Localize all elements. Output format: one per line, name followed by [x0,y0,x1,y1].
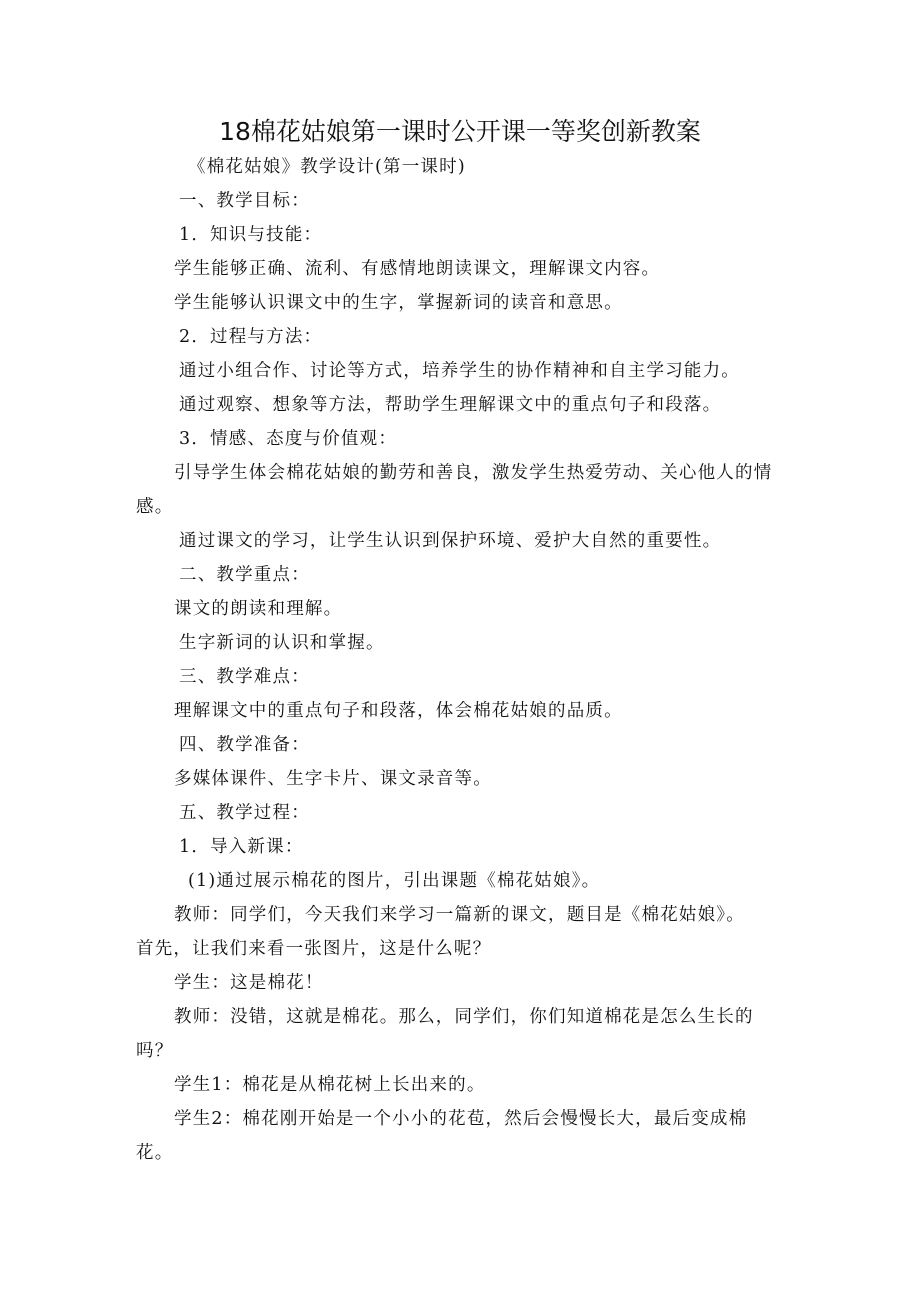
paragraph-dialogue: 学生2：棉花刚开始是一个小小的花苞，然后会慢慢长大，最后变成棉花。 [136,1109,748,1163]
paragraph-section-heading: 五、教学过程： [179,803,310,823]
paragraph: (1)通过展示棉花的图片，引出课题《棉花姑娘》。 [188,871,601,891]
paragraph-dialogue: 教师：同学们，今天我们来学习一篇新的课文，题目是《棉花姑娘》。首先，让我们来看一张图片，这是什么呢？ [136,905,745,959]
paragraph: 通过观察、想象等方法，帮助学生理解课文中的重点句子和段落。 [179,395,722,415]
document-body [136,150,786,1170]
paragraph-section-heading: 二、教学重点： [179,565,310,585]
paragraph-section-heading: 三、教学难点： [179,667,310,687]
paragraph: 多媒体课件、生字卡片、课文录音等。 [174,769,492,789]
paragraph-dialogue: 教师：没错，这就是棉花。那么，同学们，你们知道棉花是怎么生长的吗？ [136,1007,754,1061]
paragraph-subtitle: 《棉花姑娘》教学设计(第一课时) [188,157,466,177]
paragraph: 生字新词的认识和掌握。 [179,633,385,653]
paragraph-subheading: 3．情感、态度与价值观： [179,429,398,449]
paragraph: 理解课文中的重点句子和段落，体会棉花姑娘的品质。 [174,701,623,721]
paragraph: 课文的朗读和理解。 [174,599,343,619]
paragraph: 学生能够认识课文中的生字，掌握新词的读音和意思。 [174,293,623,313]
paragraph: 引导学生体会棉花姑娘的勤劳和善良，激发学生热爱劳动、关心他人的情感。 [136,463,773,517]
document-title: 18棉花姑娘第一课时公开课一等奖创新教案 [219,117,701,146]
paragraph-dialogue: 学生1：棉花是从棉花树上长出来的。 [174,1075,486,1095]
paragraph: 通过课文的学习，让学生认识到保护环境、爱护大自然的重要性。 [179,531,722,551]
paragraph-section-heading: 一、教学目标： [179,191,310,211]
paragraph-dialogue: 学生：这是棉花！ [174,973,324,993]
paragraph: 通过小组合作、讨论等方式，培养学生的协作精神和自主学习能力。 [179,361,740,381]
paragraph-subheading: 2．过程与方法： [179,327,323,347]
paragraph: 学生能够正确、流利、有感情地朗读课文，理解课文内容。 [174,259,661,279]
paragraph-section-heading: 四、教学准备： [179,735,310,755]
paragraph-subheading: 1．知识与技能： [179,225,323,245]
paragraph-subheading: 1．导入新课： [179,837,304,857]
